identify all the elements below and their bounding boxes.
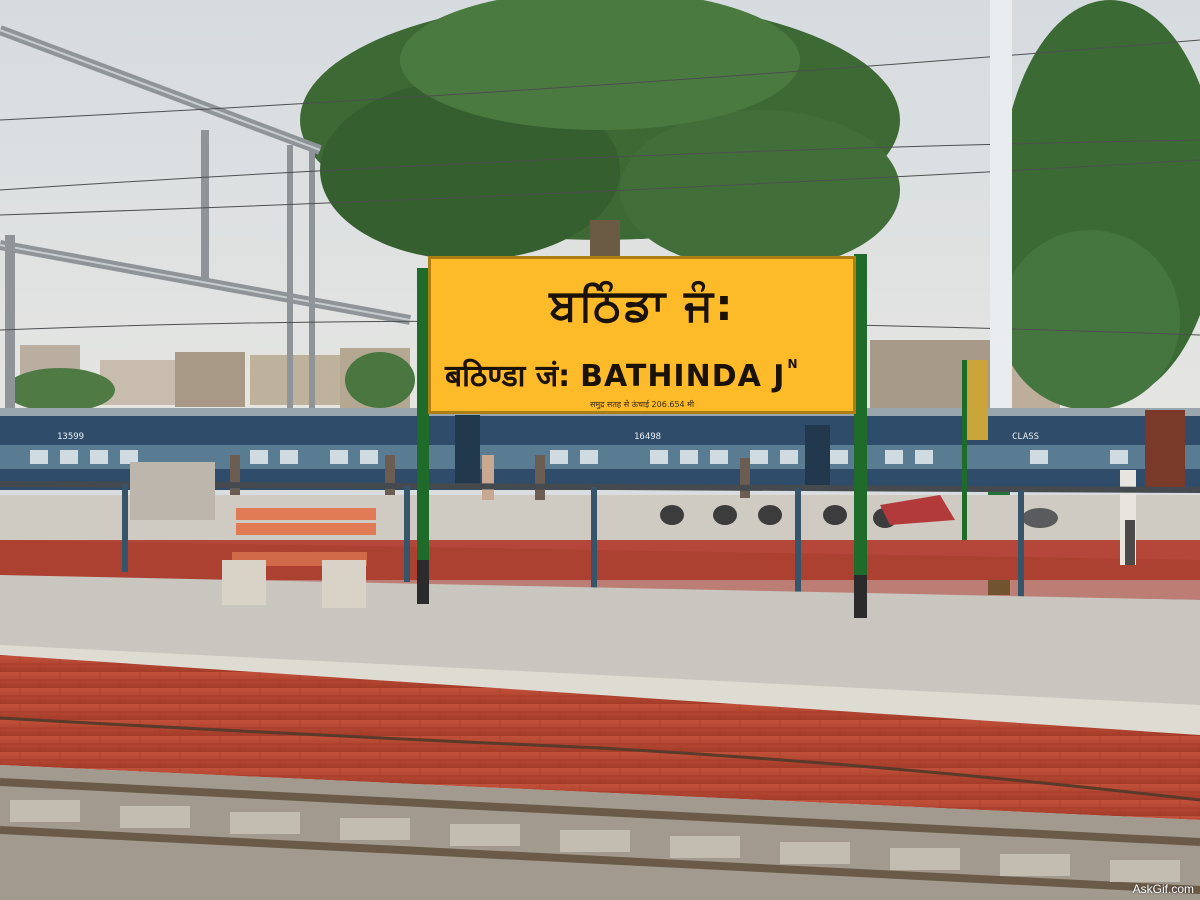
sign-english-text: BATHINDA J — [580, 359, 786, 394]
sign-second-line — [445, 357, 843, 401]
concrete-block — [130, 462, 215, 520]
station-name-sign — [428, 256, 856, 414]
sign-hindi-text: बठिण्डा जं: — [445, 359, 571, 394]
sign-junction-mark: N — [787, 357, 798, 371]
sign-elevation-text: समुद्र सतह से ऊंचाई 206.654 मी — [589, 400, 695, 409]
coach-class-label: CLASS — [1012, 432, 1040, 442]
watermark: AskGif.com — [1132, 882, 1194, 896]
coach-number-label: 13599 — [57, 432, 85, 442]
sign-punjabi-text: ਬਠਿੰਡਾ ਜੰ: — [549, 280, 735, 331]
coach-number-label: 16498 — [634, 432, 662, 442]
